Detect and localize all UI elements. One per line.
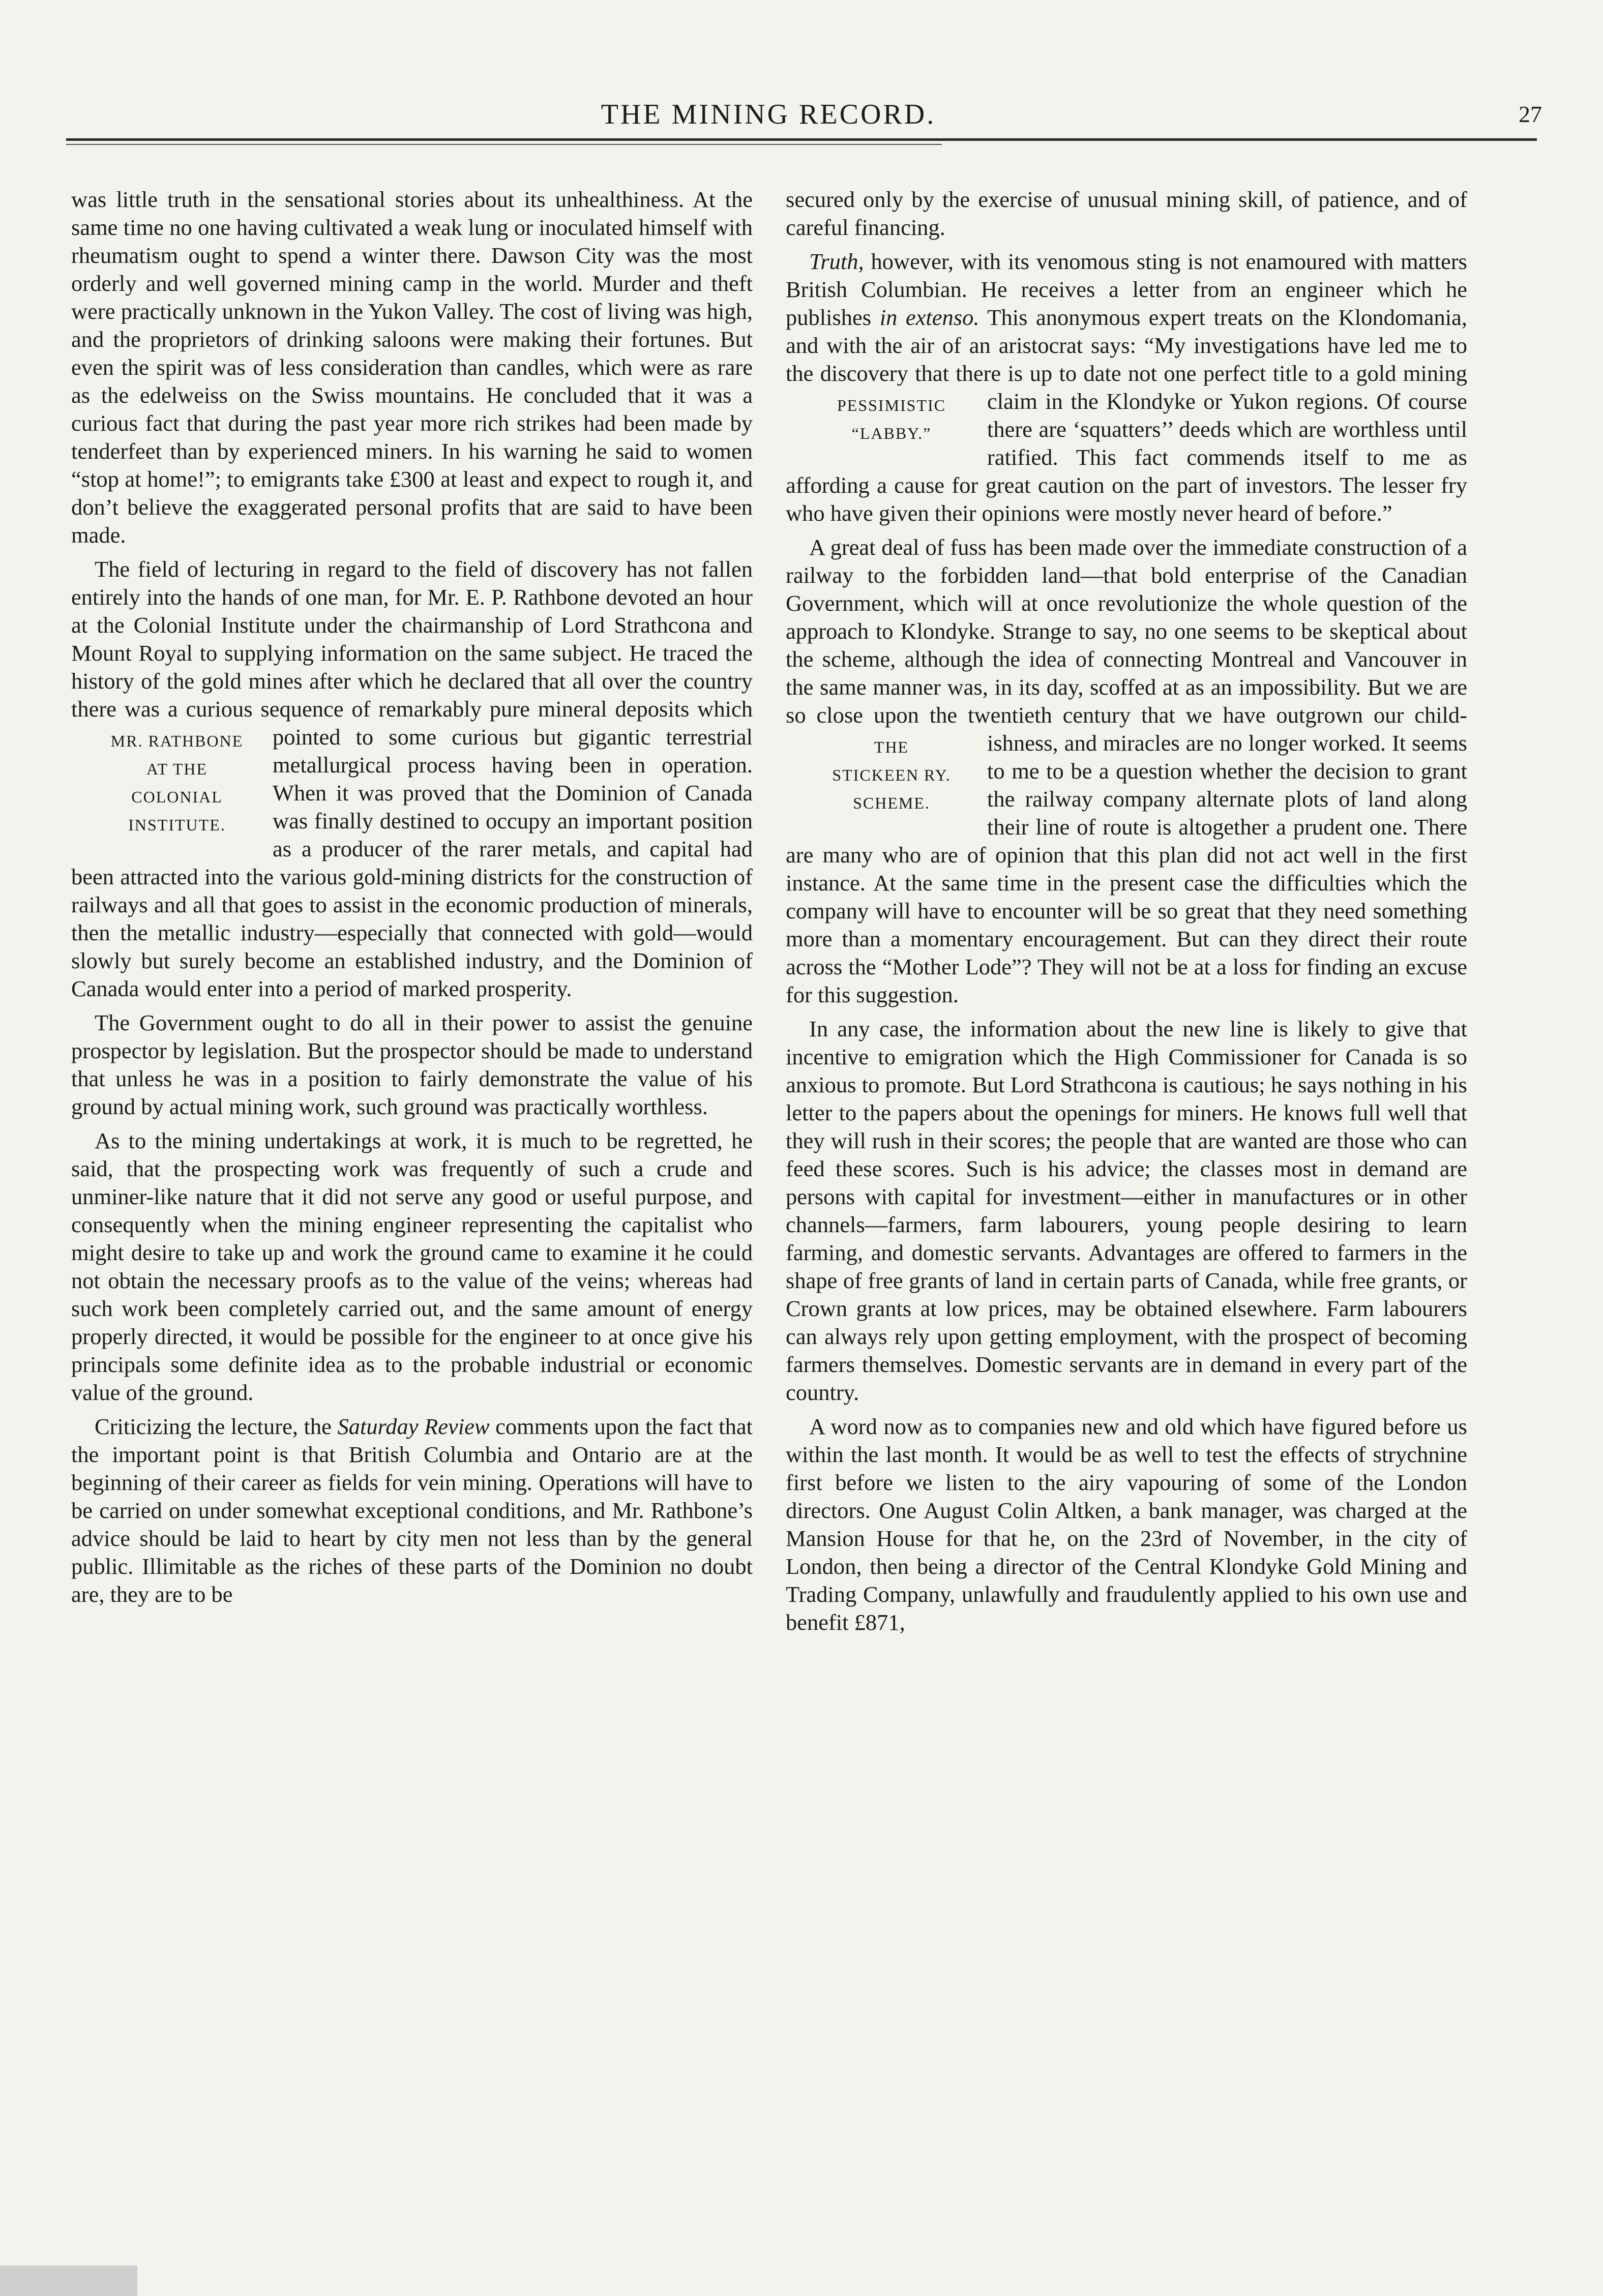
running-title: THE MINING RECORD.	[601, 99, 936, 130]
paragraph-text: ishness, and miracles are no longer worked. It seems to me to be a question whether the decision to grant the railway company alternate plots of land along their line of route is altogether a prudent one. There are many who are of opinion that this plan did not act well in the first instance. At the same time in the present case the difficulties which the company will have to encounter will be so great that they need something more than a momentary encouragement. But can they direct their route across the “Mother Lode”? They will not be at a loss for finding an excuse for this suggestion.	[786, 730, 1467, 1007]
sidenote-line: THE	[874, 738, 909, 756]
paragraph-text: Criticizing the lecture, the	[95, 1414, 338, 1439]
paragraph: secured only by the exercise of unusual mining skill, of patience, and of careful financing.	[786, 187, 1467, 240]
paragraph	[786, 533, 1467, 1009]
sidenote-line: MR. RATHBONE	[110, 732, 244, 750]
page-number: 27	[1519, 101, 1542, 127]
paragraph: A word now as to companies new and old which have figured before us within the last month. It would be as well to test the effects of strychnine first before we listen to the airy vapouring of some of the London directors. One August Colin Altken, a bank manager, was charged at the Mansion House for that he, on the 23rd of November, in the city of London, then being a director of the Central Klondyke Gold Mining and Trading Company, unlawfully and fraudulently applied to his own use and benefit £871,	[786, 1414, 1467, 1635]
sidenote-line: PESSIMISTIC	[837, 396, 946, 414]
left-column	[71, 186, 753, 1608]
sidenote-line: SCHEME.	[853, 794, 930, 812]
italic-title: Truth,	[809, 249, 864, 274]
paragraph	[71, 1413, 753, 1608]
paragraph-text: A great deal of fuss has been made over the immediate construction of a railway to the forbidden land—that bold enterprise of the Canadian Government, which will at once revolutionize the whole question of the approach to Klondyke. Strange to say, no one seems to be skeptical about the scheme, although the idea of connecting Montreal and Vancouver in the same manner was, in its day, scoffed at as an impossibility. But we are so close upon the twentieth century that we have outgrown our child-	[786, 534, 1467, 728]
paragraph: The Government ought to do all in their power to assist the genuine prospector by legislation. But the prospector should be made to understand that unless he was in a position to fairly demonstrate the value of his ground by actual mining work, such ground was practically worthless.	[71, 1010, 753, 1119]
paragraph-text: however, with its venomous sting is not enamoured with matters British Columbian. He receives a letter from an engineer which he publishes	[786, 249, 1467, 330]
paragraph: As to the mining undertakings at work, it is much to be regretted, he said, that the prospecting work was frequently of such a crude and unminer-like nature that it did not serve any good or useful purpose, and consequently when the mining engineer representing the capitalist who might desire to take up and work the ground came to examine it he could not obtain the necessary proofs as to the value of the veins; whereas had such work been completely carried out, and the same amount of energy properly directed, it would be possible for the engineer to at once give his principals some definite idea as to the probable industrial or economic value of the ground.	[71, 1128, 753, 1405]
sidenote-line: “LABBY.”	[851, 424, 932, 442]
paragraph-text: mining claim in the Klondyke or Yukon regions. Of course there are ‘squatters’’ deeds which are worthless until ratified. This fact commends itself to me as affording a cause for great caution on the part of investors. The lesser fry who have given their opinions were mostly never heard of before.”	[786, 361, 1468, 526]
sidenote-rathbone	[71, 727, 259, 839]
paragraph-text: The field of lecturing in regard to the field of discovery has not fallen entirely into the hands of one man, for Mr. E. P. Rathbone devoted an hour at the Colonial Institute under the chairmanship of Lord Strathcona and Mount Royal to supplying information on the same subject. He traced the history of the gold mines after which he declared that all over the country there was a curious sequence of remarkably pure mineral deposits which pointed to some	[71, 556, 753, 750]
paragraph	[786, 248, 1467, 527]
paragraph: was little truth in the sensational stories about its unhealthiness. At the same time no one having cultivated a weak lung or inoculated himself with rheumatism ought to spend a winter there. Dawson City was the most orderly and well governed mining camp in the world. Murder and theft were practically unknown in the Yukon Valley. The cost of living was high, and the proprietors of drinking saloons were making their fortunes. But even the spirit was of less consideration than candles, which were as rare as the edelweiss on the Swiss mountains. He concluded that it was a curious fact that during the past year more rich strikes had been made by tenderfeet than by experienced miners. In his warning he said to women “stop at home!”; to emigrants take £300 at least and expect to rough it, and don’t believe the exaggerated personal profits that are said to have been made.	[71, 187, 753, 548]
header-rule-thin	[66, 144, 942, 145]
paragraph-text: This anonymous expert treats on the Klondomania, and with the air of an aristocrat says: “My investigations have led me to the discovery that there is up to date not one perfect title to a gold	[786, 305, 1467, 386]
sidenote-line: INSTITUTE.	[128, 816, 226, 834]
italic-phrase: in extenso.	[879, 305, 979, 330]
paragraph-text: curious but gigantic terrestrial metallurgical process having been in operation. When it was proved that the Dominion of Canada was finally destined to occupy an important position as a producer of the rarer metals, and capital had been attracted into the various gold-mining districts for the construction of railways and all that goes to assist in the economic production of minerals, then the metallic industry—especially that connected with gold—would slowly but surely become an established industry, and the Dominion of Canada would enter into a period of marked prosperity.	[71, 724, 753, 1001]
italic-title: Saturday Review	[337, 1414, 490, 1439]
header-rule	[66, 138, 1537, 141]
sidenote-stickeen	[786, 733, 974, 817]
sidenote-labby	[786, 392, 974, 448]
sidenote-line: COLONIAL	[131, 788, 223, 806]
sidenote-line: AT THE	[146, 760, 208, 778]
sidenote-line: STICKEEN RY.	[832, 766, 951, 784]
paragraph: In any case, the information about the new line is likely to give that incentive to emigration which the High Commissioner for Canada is so anxious to promote. But Lord Strathcona is cautious; he says nothing in his letter to the papers about the openings for miners. He knows full well that they will rush in their scores; the people that are wanted are those who can feed these scores. Such is his advice; the classes most in demand are persons with capital for investment—either in manufactures or in other channels—farmers, farm labourers, young people desiring to learn farming, and domestic servants. Advantages are offered to farmers in the shape of free grants of land in certain parts of Canada, while free grants, or Crown grants at low prices, may be obtained elsewhere. Farm labourers can always rely upon getting employment, with the prospect of becoming farmers themselves. Domestic servants are in demand in every part of the country.	[786, 1016, 1467, 1405]
paragraph	[71, 555, 753, 1003]
right-column	[786, 186, 1467, 1636]
running-header	[66, 94, 1542, 135]
scan-edge-mark	[0, 2265, 137, 2296]
paragraph-text: comments upon the fact that the important point is that British Columbia and Ontario are at the beginning of their career as fields for vein mining. Operations will have to be carried on under somewhat exceptional conditions, and Mr. Rathbone’s advice should be laid to heart by city men not less than by the general public. Illimitable as the riches of these parts of the Dominion no doubt are, they are to be	[71, 1414, 753, 1607]
